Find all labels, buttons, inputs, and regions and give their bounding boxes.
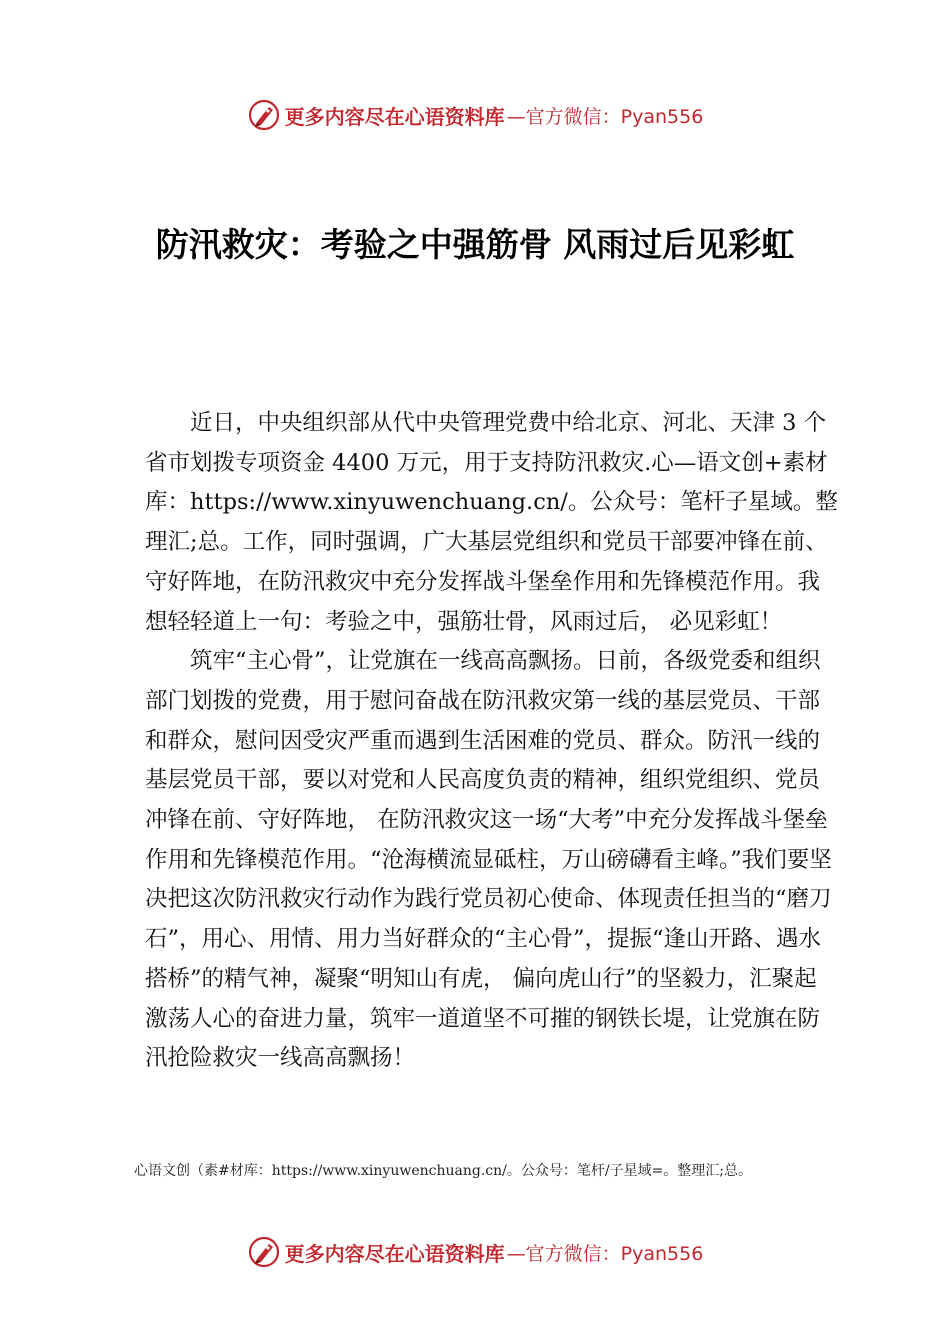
banner-wechat-text: —官方微信：Pyan556 (506, 1242, 704, 1265)
article-body (145, 404, 839, 1079)
footer-banner (0, 1232, 950, 1272)
banner-wechat-text: —官方微信：Pyan556 (506, 105, 704, 128)
footnote: 心语文创（素#材库：https://www.xinyuwenchuang.cn/。公众号：笔杆/子星域=。整理汇;总。 (134, 1163, 753, 1179)
banner-main-text: 更多内容尽在心语资料库 (284, 1241, 505, 1266)
pen-nib-logo-icon (247, 1235, 281, 1269)
banner-main-text: 更多内容尽在心语资料库 (284, 104, 505, 129)
paragraph-1: 近日，中央组织部从代中央管理党费中给北京、河北、天津 3 个省市划拨专项资金 4400 万元，用于支持防汛救灾.心—语文创+素材库：https://www.xinyuwenchuang.cn/。公众号：笔杆子星域。整理汇;总。工作，同时强调，广大基层党组织和党员干部要冲锋在前、 守好阵地，在防汛救灾中充分发挥战斗堡垒作用和先锋模范作用。我想轻轻道上一句：考验之中，强筋壮骨，风雨过后， 必见彩虹！ (145, 410, 838, 635)
page-title: 防汛救灾：考验之中强筋骨 风雨过后见彩虹 (155, 225, 795, 264)
pen-nib-logo-icon (247, 98, 281, 132)
paragraph-2: 筑牢“主心骨”，让党旗在一线高高飘扬。日前，各级党委和组织部门划拨的党费，用于慰问奋战在防汛救灾第一线的基层党员、干部和群众，慰问因受灾严重而遇到生活困难的党员、群众。防汛一线的基层党员干部，要以对党和人民高度负责的精神，组织党组织、党员冲锋在前、守好阵地， 在防汛救灾这一场“大考”中充分发挥战斗堡垒作用和先锋模范作用。“沧海横流显砥柱，万山磅礴看主峰。”我们要坚决把这次防汛救灾行动作为践行党员初心使命、体现责任担当的“磨刀石”，用心、用情、用力当好群众的“主心骨”，提振“逢山开路、遇水搭桥”的精气神，凝聚“明知山有虎， 偏向虎山行”的坚毅力，汇聚起激荡人心的奋进力量，筑牢一道道坚不可摧的钢铁长堤，让党旗在防汛抢险救灾一线高高飘扬！ (145, 648, 832, 1072)
header-banner (0, 95, 950, 135)
